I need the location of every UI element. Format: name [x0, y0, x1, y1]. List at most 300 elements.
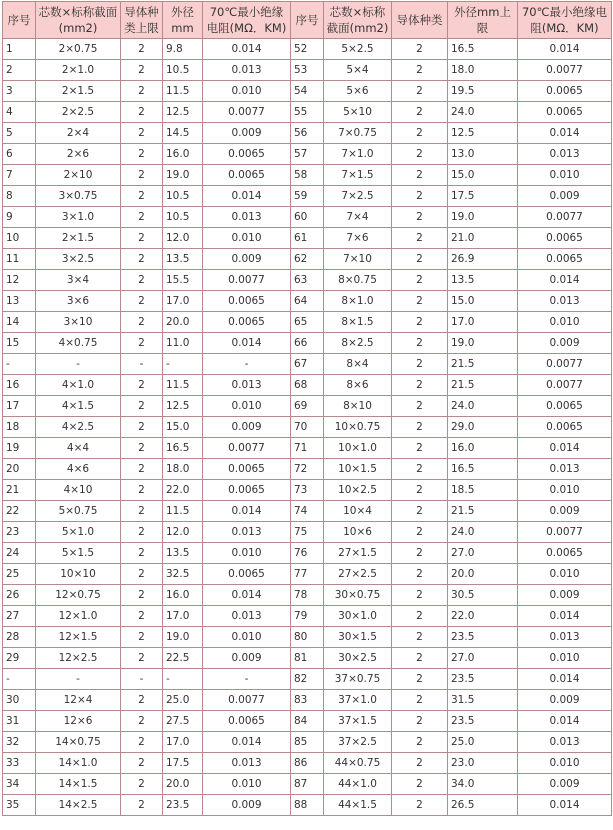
table-cell: 4×10 [36, 480, 121, 501]
table-cell: 37×1.0 [324, 690, 392, 711]
table-row [3, 81, 612, 102]
table-cell: 2 [121, 39, 163, 60]
table-cell: 5 [3, 123, 36, 144]
table-cell: 21.5 [448, 354, 518, 375]
table-cell: 59 [291, 186, 324, 207]
table-cell: 10×1.5 [324, 459, 392, 480]
table-cell: 2 [392, 417, 448, 438]
table-row [3, 270, 612, 291]
table-row [3, 312, 612, 333]
table-cell: 0.013 [518, 144, 612, 165]
table-cell: 16.0 [448, 438, 518, 459]
table-cell: 0.010 [203, 627, 291, 648]
table-cell: 20.0 [163, 312, 203, 333]
table-cell: 20.0 [163, 774, 203, 795]
table-cell: 64 [291, 291, 324, 312]
table-cell: 68 [291, 375, 324, 396]
table-cell: 27×2.5 [324, 564, 392, 585]
table-cell: 2 [392, 753, 448, 774]
table-row [3, 459, 612, 480]
table-cell: 26 [3, 585, 36, 606]
table-cell: 0.014 [518, 795, 612, 816]
table-cell: 12×1.5 [36, 627, 121, 648]
table-cell: 0.0065 [518, 228, 612, 249]
table-cell: 7×6 [324, 228, 392, 249]
table-cell: 66 [291, 333, 324, 354]
table-row [3, 228, 612, 249]
header-cell: 芯数×标称截面(mm2) [36, 2, 121, 39]
table-cell: 0.009 [203, 648, 291, 669]
table-cell: 85 [291, 732, 324, 753]
table-cell: 9.8 [163, 39, 203, 60]
table-cell: 72 [291, 459, 324, 480]
table-cell: 8×1.5 [324, 312, 392, 333]
table-cell: 1 [3, 39, 36, 60]
table-row [3, 711, 612, 732]
table-cell: 0.009 [518, 186, 612, 207]
table-cell: 77 [291, 564, 324, 585]
table-cell: 2 [392, 123, 448, 144]
table-cell: 25 [3, 564, 36, 585]
table-cell: 7×10 [324, 249, 392, 270]
table-cell: - [3, 669, 36, 690]
table-row [3, 753, 612, 774]
table-cell: 17.0 [163, 732, 203, 753]
table-cell: 0.0077 [518, 60, 612, 81]
table-cell: 13 [3, 291, 36, 312]
table-cell: - [3, 354, 36, 375]
table-cell: 0.014 [203, 585, 291, 606]
header-cell: 70℃最小绝缘电阻(MΩ．KM) [518, 2, 612, 39]
table-cell: 2 [121, 396, 163, 417]
table-cell: 0.009 [203, 249, 291, 270]
table-cell: 57 [291, 144, 324, 165]
table-cell: 5×0.75 [36, 501, 121, 522]
table-cell: 15.0 [448, 291, 518, 312]
table-cell: 23.0 [448, 753, 518, 774]
table-cell: 2 [392, 774, 448, 795]
table-cell: 62 [291, 249, 324, 270]
table-cell: 2 [392, 522, 448, 543]
table-cell: 8 [3, 186, 36, 207]
table-cell: 84 [291, 711, 324, 732]
table-cell: 3 [3, 81, 36, 102]
table-cell: 34.0 [448, 774, 518, 795]
table-cell: 11.5 [163, 375, 203, 396]
table-cell: 25.0 [163, 690, 203, 711]
table-cell: 15.0 [163, 417, 203, 438]
table-cell: 4×0.75 [36, 333, 121, 354]
table-cell: 11.5 [163, 81, 203, 102]
table-cell: 12×6 [36, 711, 121, 732]
table-cell: 2 [121, 270, 163, 291]
table-row [3, 690, 612, 711]
table-cell: 2 [121, 543, 163, 564]
table-cell: 2 [3, 60, 36, 81]
table-cell: 0.010 [203, 543, 291, 564]
table-cell: 31.5 [448, 690, 518, 711]
table-cell: 16.5 [448, 39, 518, 60]
table-cell: 2 [392, 165, 448, 186]
table-cell: 18.0 [448, 60, 518, 81]
table-row [3, 648, 612, 669]
table-cell: 80 [291, 627, 324, 648]
header-cell: 序号 [3, 2, 36, 39]
table-cell: 2 [121, 228, 163, 249]
table-cell: 19.5 [448, 81, 518, 102]
table-cell: 2 [121, 312, 163, 333]
table-cell: 0.009 [518, 333, 612, 354]
table-cell: 2 [121, 81, 163, 102]
table-cell: 0.010 [203, 81, 291, 102]
table-cell: 25.0 [448, 732, 518, 753]
table-cell: 22 [3, 501, 36, 522]
table-cell: 2 [392, 480, 448, 501]
table-cell: 0.0065 [203, 165, 291, 186]
table-cell: 0.010 [518, 564, 612, 585]
table-cell: 30 [3, 690, 36, 711]
table-cell: 2 [392, 375, 448, 396]
table-cell: 0.009 [518, 774, 612, 795]
table-cell: 2 [121, 732, 163, 753]
header-row [3, 2, 612, 39]
table-cell: 26.5 [448, 795, 518, 816]
table-row [3, 480, 612, 501]
table-cell: 29 [3, 648, 36, 669]
table-cell: 0.0077 [203, 270, 291, 291]
table-cell: 28 [3, 627, 36, 648]
table-cell: 22.5 [163, 648, 203, 669]
table-cell: 44×0.75 [324, 753, 392, 774]
table-cell: 33 [3, 753, 36, 774]
table-row [3, 333, 612, 354]
table-cell: 2×1.0 [36, 60, 121, 81]
table-cell: 19.0 [448, 333, 518, 354]
table-cell: 12.5 [163, 102, 203, 123]
table-cell: 2 [121, 480, 163, 501]
table-cell: 21 [3, 480, 36, 501]
table-cell: 16.5 [163, 438, 203, 459]
table-cell: 2 [121, 774, 163, 795]
table-cell: 2 [121, 627, 163, 648]
table-cell: 81 [291, 648, 324, 669]
table-cell: 21.5 [448, 375, 518, 396]
table-cell: 26.9 [448, 249, 518, 270]
table-cell: 0.0065 [203, 312, 291, 333]
table-cell: 2 [392, 60, 448, 81]
table-cell: 17.0 [448, 312, 518, 333]
table-row [3, 354, 612, 375]
table-cell: 2×10 [36, 165, 121, 186]
table-cell: 37×0.75 [324, 669, 392, 690]
table-cell: 0.014 [518, 438, 612, 459]
table-cell: 2 [392, 354, 448, 375]
table-cell: 23.5 [448, 669, 518, 690]
table-cell: 0.0077 [518, 375, 612, 396]
table-cell: 4 [3, 102, 36, 123]
table-cell: 0.0065 [518, 81, 612, 102]
table-row [3, 396, 612, 417]
table-cell: 10×6 [324, 522, 392, 543]
table-cell: 16 [3, 375, 36, 396]
table-cell: 14 [3, 312, 36, 333]
table-cell: 2 [392, 690, 448, 711]
table-row [3, 543, 612, 564]
table-cell: 78 [291, 585, 324, 606]
table-cell: 14×2.5 [36, 795, 121, 816]
table-row [3, 102, 612, 123]
table-cell: 20.0 [448, 564, 518, 585]
table-cell: 10×2.5 [324, 480, 392, 501]
table-cell: 2 [121, 459, 163, 480]
table-cell: 2 [392, 39, 448, 60]
header-cell: 导体种类 [392, 2, 448, 39]
table-cell: 0.0065 [518, 396, 612, 417]
table-cell: 2 [392, 270, 448, 291]
table-row [3, 186, 612, 207]
table-cell: 3×4 [36, 270, 121, 291]
table-cell: 2 [392, 186, 448, 207]
table-cell: - [163, 354, 203, 375]
table-cell: 0.010 [203, 396, 291, 417]
table-cell: 10×10 [36, 564, 121, 585]
table-cell: 24.0 [448, 396, 518, 417]
table-cell: 8×6 [324, 375, 392, 396]
table-row [3, 585, 612, 606]
table-cell: 7×0.75 [324, 123, 392, 144]
table-cell: 2 [392, 438, 448, 459]
table-cell: 22.0 [163, 480, 203, 501]
table-row [3, 123, 612, 144]
table-cell: 17.5 [163, 753, 203, 774]
table-cell: 37×2.5 [324, 732, 392, 753]
table-cell: 88 [291, 795, 324, 816]
table-cell: 2 [392, 711, 448, 732]
table-cell: 30×0.75 [324, 585, 392, 606]
table-cell: 24.0 [448, 102, 518, 123]
table-cell: 0.013 [203, 522, 291, 543]
table-cell: 16.5 [448, 459, 518, 480]
table-cell: 30×1.0 [324, 606, 392, 627]
header-cell: 导体种类上限 [121, 2, 163, 39]
table-cell: 52 [291, 39, 324, 60]
table-cell: 11 [3, 249, 36, 270]
table-cell: 17.0 [163, 291, 203, 312]
table-cell: 0.0077 [518, 354, 612, 375]
table-cell: 79 [291, 606, 324, 627]
table-cell: 19.0 [163, 165, 203, 186]
table-cell: 2×4 [36, 123, 121, 144]
table-cell: 70 [291, 417, 324, 438]
table-cell: 6 [3, 144, 36, 165]
table-cell: 2 [121, 123, 163, 144]
cable-spec-table [2, 1, 612, 816]
table-cell: 7×1.0 [324, 144, 392, 165]
table-cell: 2×2.5 [36, 102, 121, 123]
table-cell: 0.014 [203, 39, 291, 60]
table-cell: 2×0.75 [36, 39, 121, 60]
table-cell: 18.0 [163, 459, 203, 480]
table-cell: 0.0065 [518, 102, 612, 123]
table-cell: 0.0065 [203, 564, 291, 585]
table-cell: 2 [392, 249, 448, 270]
table-cell: 0.013 [203, 753, 291, 774]
table-cell: - [121, 669, 163, 690]
table-cell: 2 [121, 585, 163, 606]
table-cell: 2 [392, 102, 448, 123]
table-cell: 10.5 [163, 60, 203, 81]
table-cell: 27×1.5 [324, 543, 392, 564]
table-cell: 0.014 [518, 669, 612, 690]
table-cell: 82 [291, 669, 324, 690]
table-cell: 11.5 [163, 501, 203, 522]
table-cell: 2 [392, 795, 448, 816]
table-cell: 24.0 [448, 522, 518, 543]
table-row [3, 249, 612, 270]
table-cell: - [163, 669, 203, 690]
table-row [3, 522, 612, 543]
table-cell: 7×1.5 [324, 165, 392, 186]
table-cell: 0.0065 [203, 711, 291, 732]
table-cell: 2×1.5 [36, 81, 121, 102]
table-cell: 24 [3, 543, 36, 564]
table-cell: 44×1.5 [324, 795, 392, 816]
table-cell: 12.0 [163, 522, 203, 543]
table-cell: 12.5 [448, 123, 518, 144]
table-cell: 4×1.5 [36, 396, 121, 417]
table-cell: 3×1.0 [36, 207, 121, 228]
table-cell: 58 [291, 165, 324, 186]
table-cell: 0.0065 [518, 417, 612, 438]
table-cell: 0.014 [518, 711, 612, 732]
table-cell: 11.0 [163, 333, 203, 354]
table-cell: 2 [392, 291, 448, 312]
table-row [3, 39, 612, 60]
table-cell: 2 [392, 732, 448, 753]
table-cell: 34 [3, 774, 36, 795]
table-cell: 75 [291, 522, 324, 543]
table-cell: 0.014 [518, 123, 612, 144]
table-cell: 14.5 [163, 123, 203, 144]
table-cell: 10.5 [163, 207, 203, 228]
table-cell: 29.0 [448, 417, 518, 438]
table-cell: 0.0065 [203, 459, 291, 480]
table-cell: 37×1.5 [324, 711, 392, 732]
table-cell: 2 [121, 291, 163, 312]
table-cell: 12×0.75 [36, 585, 121, 606]
table-cell: 13.5 [163, 249, 203, 270]
header-cell: 外径mm [163, 2, 203, 39]
table-cell: 0.0077 [518, 522, 612, 543]
table-cell: 32 [3, 732, 36, 753]
table-cell: 2 [121, 648, 163, 669]
table-cell: 0.010 [203, 774, 291, 795]
table-row [3, 165, 612, 186]
table-cell: 3×10 [36, 312, 121, 333]
table-cell: 0.013 [203, 375, 291, 396]
table-cell: 12 [3, 270, 36, 291]
table-cell: 0.014 [518, 606, 612, 627]
table-cell: 63 [291, 270, 324, 291]
table-cell: 76 [291, 543, 324, 564]
table-cell: 23.5 [448, 627, 518, 648]
table-cell: 10.5 [163, 186, 203, 207]
header-cell: 序号 [291, 2, 324, 39]
table-cell: 12.0 [163, 228, 203, 249]
table-cell: 2 [121, 501, 163, 522]
table-cell: 0.0065 [203, 291, 291, 312]
table-row [3, 375, 612, 396]
table-cell: 14×0.75 [36, 732, 121, 753]
table-cell: 17 [3, 396, 36, 417]
table-cell: 2 [392, 459, 448, 480]
table-cell: 3×2.5 [36, 249, 121, 270]
table-cell: 8×1.0 [324, 291, 392, 312]
table-cell: 23 [3, 522, 36, 543]
table-cell: 67 [291, 354, 324, 375]
table-cell: 7×2.5 [324, 186, 392, 207]
table-cell: 0.013 [203, 207, 291, 228]
table-cell: 8×2.5 [324, 333, 392, 354]
table-cell: 5×4 [324, 60, 392, 81]
table-row [3, 417, 612, 438]
table-cell: 19.0 [448, 207, 518, 228]
table-cell: 0.009 [518, 690, 612, 711]
table-cell: 0.009 [203, 123, 291, 144]
table-cell: 3×6 [36, 291, 121, 312]
table-cell: 2 [121, 207, 163, 228]
table-cell: 2 [121, 375, 163, 396]
table-cell: 20 [3, 459, 36, 480]
table-cell: 13.5 [448, 270, 518, 291]
table-cell: 0.014 [203, 186, 291, 207]
table-cell: 5×10 [324, 102, 392, 123]
table-cell: 4×2.5 [36, 417, 121, 438]
table-cell: 0.010 [203, 228, 291, 249]
table-cell: - [203, 354, 291, 375]
table-cell: 8×0.75 [324, 270, 392, 291]
table-cell: - [121, 354, 163, 375]
table-cell: 17.0 [163, 606, 203, 627]
table-cell: 2 [392, 627, 448, 648]
table-cell: 13.5 [163, 543, 203, 564]
table-cell: 0.009 [203, 417, 291, 438]
table-row [3, 795, 612, 816]
table-cell: 65 [291, 312, 324, 333]
table-cell: 0.010 [518, 753, 612, 774]
table-cell: 2 [392, 144, 448, 165]
table-cell: 2 [121, 564, 163, 585]
table-cell: 17.5 [448, 186, 518, 207]
table-cell: 0.013 [518, 732, 612, 753]
table-cell: 5×2.5 [324, 39, 392, 60]
table-cell: 16.0 [163, 585, 203, 606]
table-cell: 0.0077 [203, 438, 291, 459]
table-cell: 0.009 [518, 585, 612, 606]
table-cell: 2 [121, 249, 163, 270]
table-cell: 83 [291, 690, 324, 711]
table-cell: 10×0.75 [324, 417, 392, 438]
table-cell: 0.013 [203, 606, 291, 627]
table-cell: 18 [3, 417, 36, 438]
table-cell: 31 [3, 711, 36, 732]
table-cell: 0.010 [518, 648, 612, 669]
table-cell: 0.0065 [518, 543, 612, 564]
table-cell: 2×1.5 [36, 228, 121, 249]
table-cell: 22.0 [448, 606, 518, 627]
table-row [3, 291, 612, 312]
table-cell: 9 [3, 207, 36, 228]
